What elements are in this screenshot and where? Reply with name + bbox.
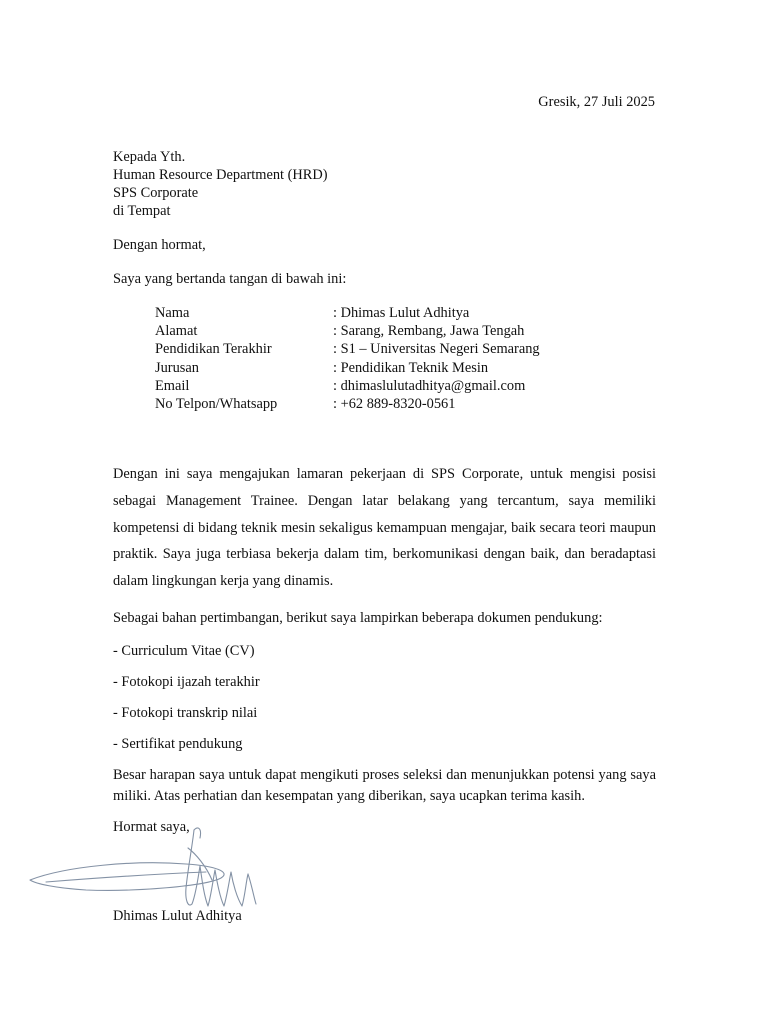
detail-value: : dhimaslulutadhitya@gmail.com [333,377,526,394]
detail-value: : +62 889-8320-0561 [333,395,456,412]
attachment-item: - Sertifikat pendukung [113,736,243,752]
detail-label: Pendidikan Terakhir [155,341,272,358]
signatory-name: Dhimas Lulut Adhitya [113,908,242,924]
recipient-line-salutation: Kepada Yth. [113,149,186,165]
place-date: Gresik, 27 Juli 2025 [538,94,655,110]
closing-paragraph: Besar harapan saya untuk dapat mengikuti proses seleksi dan menunjukkan potensi yang saya miliki. Atas perhatian dan kesempatan yang diberikan, saya ucapkan terima kasih. [113,767,656,804]
detail-value: : Pendidikan Teknik Mesin [333,359,489,376]
attachment-item: - Curriculum Vitae (CV) [113,643,255,659]
detail-label: Email [155,377,190,394]
greeting: Dengan hormat, [113,237,206,253]
closing-salutation: Hormat saya, [113,819,190,835]
detail-value: : Sarang, Rembang, Jawa Tengah [333,323,525,340]
detail-label: Nama [155,305,190,321]
application-paragraph: Dengan ini saya mengajukan lamaran pekerjaan di SPS Corporate, untuk mengisi posisi sebagai Management Trainee. Dengan latar belakang yang tercantum, saya memiliki kompetensi di bidang teknik mesin sekaligus kemampuan mengajar, baik secara teori maupun praktik. Saya juga terbiasa bekerja dalam tim, berkomunikasi dengan baik, dan beradaptasi dalam lingkungan kerja yang dinamis. [113,466,656,590]
detail-value: : Dhimas Lulut Adhitya [333,305,470,321]
detail-label: No Telpon/Whatsapp [155,395,278,412]
detail-value: : S1 – Universitas Negeri Semarang [333,341,540,358]
recipient-line-place: di Tempat [113,203,171,219]
detail-label: Jurusan [155,359,199,376]
recipient-line-company: SPS Corporate [113,185,199,201]
attachment-item: - Fotokopi transkrip nilai [113,705,258,721]
attachment-item: - Fotokopi ijazah terakhir [113,674,260,690]
attachments-intro: Sebagai bahan pertimbangan, berikut saya lampirkan beberapa dokumen pendukung: [113,610,603,626]
recipient-line-department: Human Resource Department (HRD) [113,167,328,183]
detail-label: Alamat [155,323,198,340]
intro-line: Saya yang bertanda tangan di bawah ini: [113,271,347,287]
